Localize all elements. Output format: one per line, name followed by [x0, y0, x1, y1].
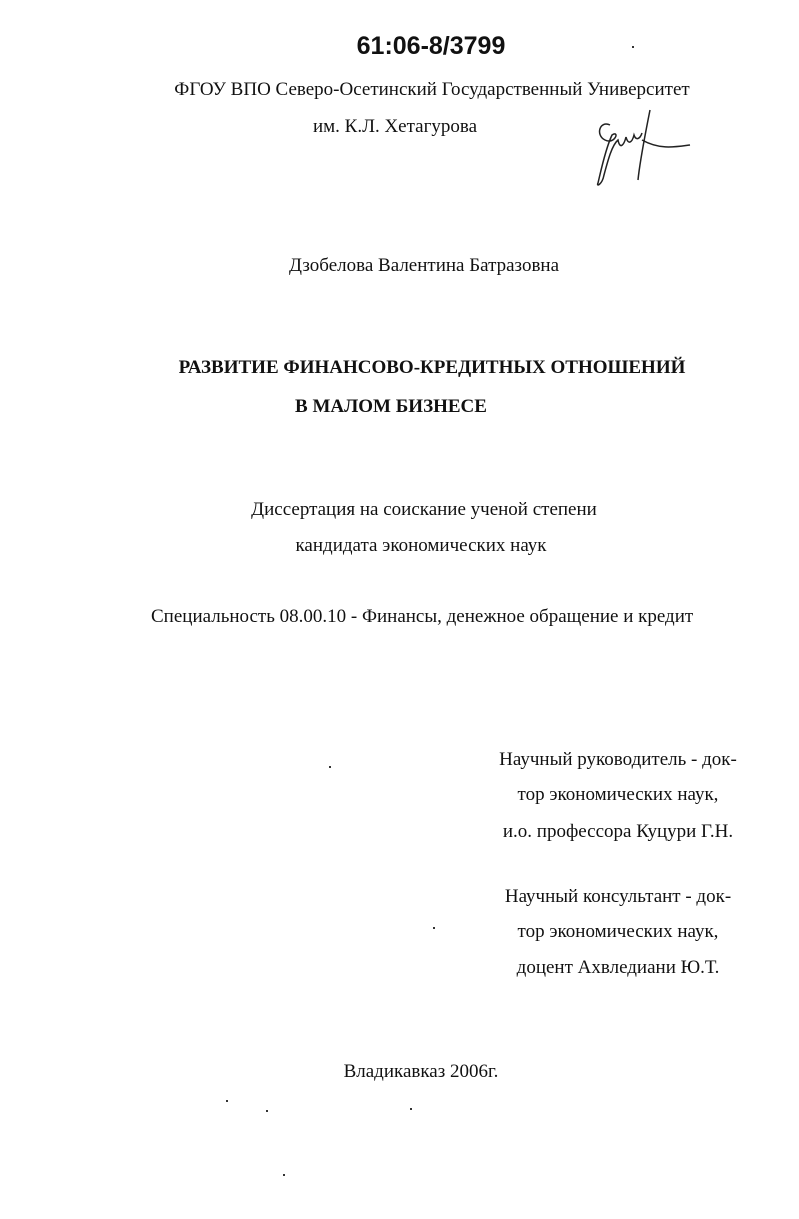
- consultant-line3: доцент Ахвледиани Ю.Т.: [516, 957, 720, 978]
- scan-speck: [329, 766, 331, 768]
- scan-speck: [226, 1100, 228, 1102]
- scan-speck: [283, 1174, 285, 1176]
- signature-image: [590, 105, 700, 190]
- scan-speck: [266, 1110, 268, 1112]
- specialty: Специальность 08.00.10 - Финансы, денежное обращение и кредит: [151, 606, 694, 627]
- scan-speck: [632, 46, 634, 48]
- place-year: Владикавказ 2006г.: [343, 1061, 499, 1082]
- title-line2: В МАЛОМ БИЗНЕСЕ: [295, 396, 487, 417]
- consultant-line2: тор экономических наук,: [517, 921, 719, 942]
- institution-line2: им. К.Л. Хетагурова: [312, 116, 478, 137]
- supervisor-line3: и.о. профессора Куцури Г.Н.: [502, 821, 734, 842]
- author-name: Дзобелова Валентина Батразовна: [288, 255, 560, 276]
- supervisor-line2: тор экономических наук,: [517, 784, 719, 805]
- consultant-line1: Научный консультант - док-: [504, 886, 732, 907]
- institution-line1: ФГОУ ВПО Северо-Осетинский Государственный Университет: [174, 79, 690, 100]
- registry-number: 61:06-8/3799: [356, 32, 506, 60]
- supervisor-line1: Научный руководитель - док-: [499, 749, 737, 770]
- title-line1: РАЗВИТИЕ ФИНАНСОВО-КРЕДИТНЫХ ОТНОШЕНИЙ: [178, 357, 686, 378]
- scan-speck: [410, 1108, 412, 1110]
- scan-speck: [433, 927, 435, 929]
- degree-line2: кандидата экономических наук: [295, 535, 547, 556]
- degree-line1: Диссертация на соискание ученой степени: [251, 499, 597, 520]
